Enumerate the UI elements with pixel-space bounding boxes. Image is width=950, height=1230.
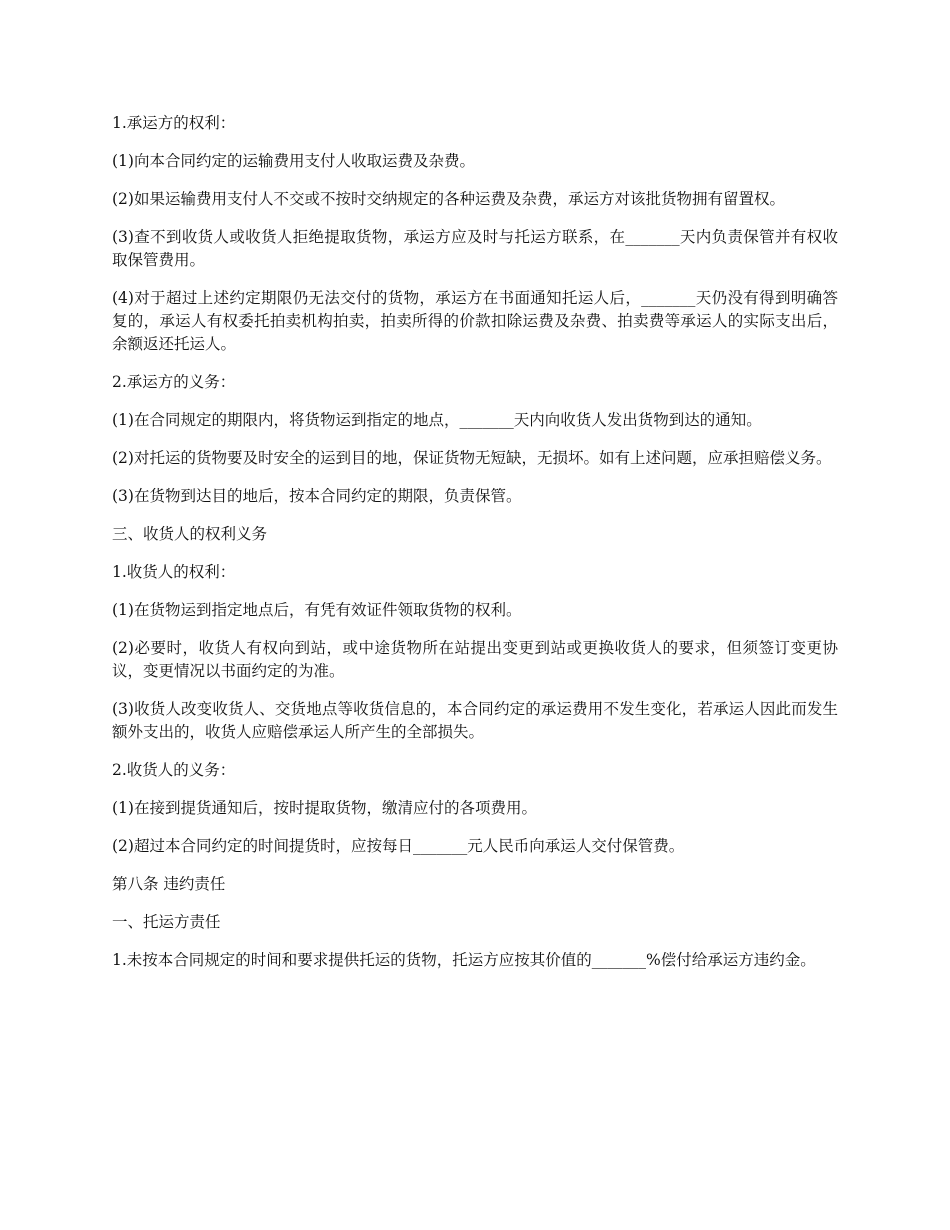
paragraph-carrier-right-1: (1)向本合同约定的运输费用支付人收取运费及杂费。 (112, 152, 475, 170)
paragraph-carrier-duty-2: (2)对托运的货物要及时安全的运到目的地，保证货物无短缺，无损坏。如有上述问题，应承担赔偿义务。 (112, 449, 832, 467)
paragraph-consignee-right-3: (3)收货人改变收货人、交货地点等收货信息的，本合同约定的承运费用不发生变化，若承运人因此而发生额外支出的，收货人应赔偿承运人所产生的全部损失。 (112, 700, 838, 741)
paragraph-shipper-liability-1: 1.未按本合同规定的时间和要求提供托运的货物，托运方应按其价值的_______%偿付给承运方违约金。 (112, 951, 816, 969)
section-heading-shipper-liability: 一、托运方责任 (112, 913, 221, 931)
article-heading-liability: 第八条 违约责任 (112, 875, 226, 893)
paragraph-carrier-right-4: (4)对于超过上述约定期限仍无法交付的货物，承运方在书面通知托运人后，_______天仍没有得到明确答复的，承运人有权委托拍卖机构拍卖，拍卖所得的价款扣除运费及杂费、拍卖费等承运人的实际支出后，余额返还托运人。 (112, 289, 838, 353)
paragraph-carrier-right-3: (3)查不到收货人或收货人拒绝提取货物，承运方应及时与托运方联系，在_______天内负责保管并有权收取保管费用。 (112, 228, 838, 269)
paragraph-consignee-right-1: (1)在货物运到指定地点后，有凭有效证件领取货物的权利。 (112, 601, 522, 619)
paragraph-carrier-duty-1: (1)在合同规定的期限内，将货物运到指定的地点，_______天内向收货人发出货物到达的通知。 (112, 411, 762, 429)
paragraph-carrier-duties-heading: 2.承运方的义务： (112, 373, 236, 391)
paragraph-consignee-duty-1: (1)在接到提货通知后，按时提取货物，缴清应付的各项费用。 (112, 799, 537, 817)
document-page (112, 112, 838, 987)
paragraph-consignee-duties-heading: 2.收货人的义务： (112, 761, 236, 779)
paragraph-carrier-rights-heading: 1.承运方的权利： (112, 114, 236, 132)
paragraph-consignee-duty-2: (2)超过本合同约定的时间提货时，应按每日_______元人民币向承运人交付保管费。 (112, 837, 685, 855)
paragraph-carrier-duty-3: (3)在货物到达目的地后，按本合同约定的期限，负责保管。 (112, 487, 522, 505)
paragraph-consignee-rights-heading: 1.收货人的权利： (112, 563, 236, 581)
paragraph-carrier-right-2: (2)如果运输费用支付人不交或不按时交纳规定的各种运费及杂费，承运方对该批货物拥有留置权。 (112, 190, 785, 208)
section-heading-consignee: 三、收货人的权利义务 (112, 525, 268, 543)
paragraph-consignee-right-2: (2)必要时，收货人有权向到站，或中途货物所在站提出变更到站或更换收货人的要求，但须签订变更协议，变更情况以书面约定的为准。 (112, 639, 838, 680)
